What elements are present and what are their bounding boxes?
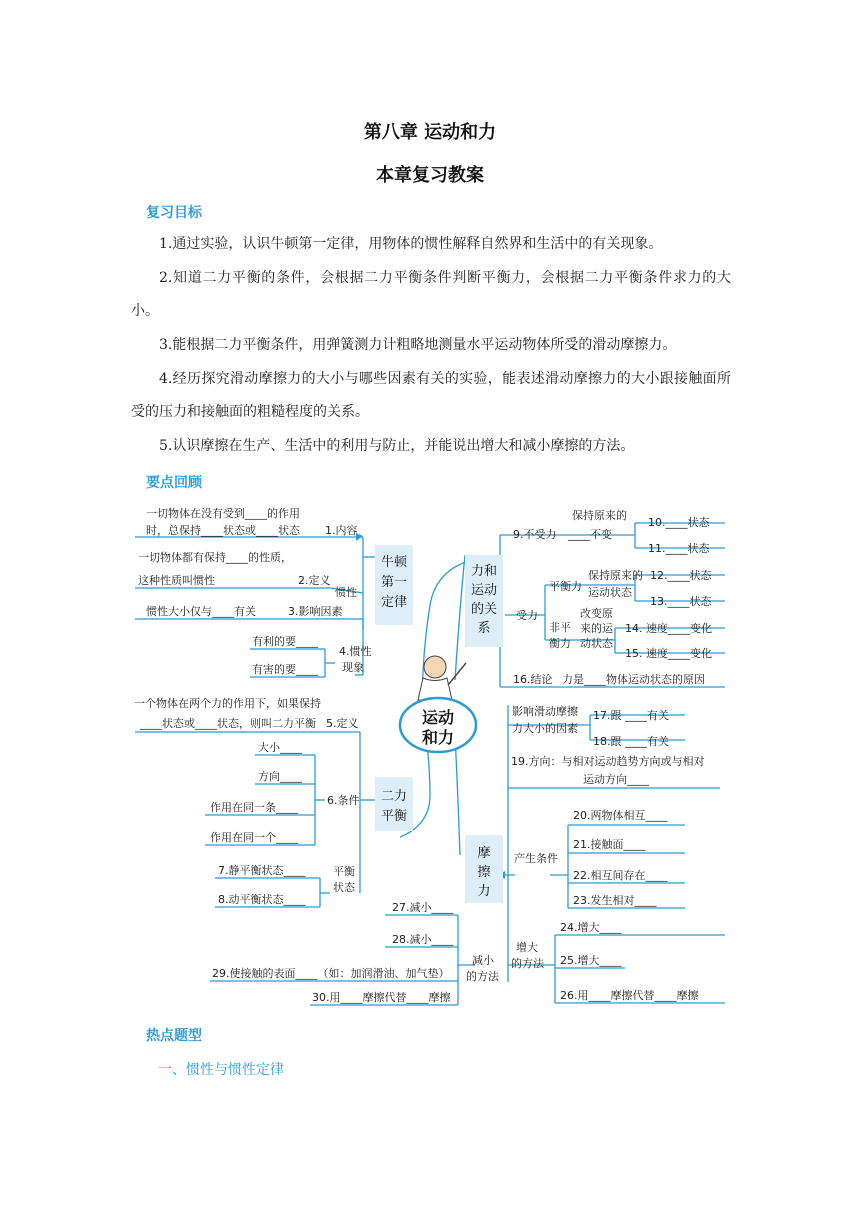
n3-text: 惯性大小仅与____有关 — [146, 605, 256, 618]
n9-label: 9.不受力 — [513, 528, 557, 541]
state-label-2: 状态 — [333, 881, 355, 894]
state-item-7: 7.静平衡状态____ — [218, 864, 306, 877]
n11-item: 11.____状态 — [648, 542, 710, 555]
goal-item-5: 5.认识摩擦在生产、生活中的利用与防止，并能说出增大和减小摩擦的方法。 — [159, 438, 635, 454]
n19-text-1: 19.方向：与相对运动趋势方向或与相对 — [511, 755, 705, 768]
n6-item-4: 作用在同一个____ — [210, 831, 298, 844]
cond-label: 产生条件 — [514, 852, 558, 865]
n9-text-2: ____不变 — [568, 528, 612, 541]
n10-item: 10.____状态 — [648, 516, 710, 529]
key-points-heading: 要点回顾 — [146, 475, 202, 491]
n1-label: 1.内容 — [325, 524, 358, 537]
n5-text-1: 一个物体在两个力的作用下，如果保持 — [134, 697, 321, 710]
n6-item-2: 方向____ — [258, 770, 302, 783]
balanced-label: 平衡力 — [549, 580, 582, 593]
teacher-illustration — [418, 656, 466, 700]
increase-label-1: 增大 — [516, 941, 538, 954]
n4-item-2: 有害的要____ — [252, 663, 318, 676]
n22-item: 22.相互间存在____ — [573, 869, 668, 882]
goal-item-3: 3.能根据二力平衡条件，用弹簧测力计粗略地测量水平运动物体所受的滑动摩擦力。 — [159, 337, 677, 353]
chapter-title: 第八章 运动和力 — [363, 122, 497, 143]
n25-item: 25.增大____ — [560, 954, 622, 967]
n4-label-2: 现象 — [342, 661, 364, 674]
friction-title-3: 力 — [477, 884, 491, 899]
hot-topics-heading: 热点题型 — [146, 1028, 202, 1044]
relation-title-2: 运动 — [470, 583, 498, 598]
n20-item: 20.两物体相互____ — [573, 809, 668, 822]
n5-text-2: ____状态或____状态，则叫二力平衡 — [140, 717, 316, 730]
n6-label: 6.条件 — [327, 794, 360, 807]
friction-title-2: 擦 — [477, 865, 491, 880]
hot-topic-1: 一、惯性与惯性定律 — [158, 1062, 284, 1078]
n18-item: 18.跟 ____有关 — [593, 735, 669, 748]
inertia-label: 惯性 — [335, 586, 357, 599]
unbalanced-text-3: 动状态 — [580, 637, 613, 650]
newton-title-2: 第一 — [380, 575, 408, 590]
decrease-label-1: 减小 — [472, 954, 494, 967]
review-goals-heading: 复习目标 — [146, 205, 202, 221]
n28-item: 28.减小____ — [392, 933, 454, 946]
concept-mindmap — [130, 495, 730, 1009]
state-label-1: 平衡 — [333, 865, 355, 878]
factor-label-2: 力大小的因素 — [512, 722, 578, 735]
state-item-8: 8.动平衡状态____ — [218, 893, 306, 906]
newton-title-1: 牛顿 — [380, 555, 408, 570]
n12-item: 12.____状态 — [650, 569, 712, 582]
n3-label: 3.影响因素 — [288, 605, 343, 618]
factor-label-1: 影响滑动摩擦 — [512, 705, 578, 718]
lesson-title: 本章复习教案 — [376, 165, 484, 186]
n5-label: 5.定义 — [326, 717, 359, 730]
n6-item-1: 大小____ — [258, 741, 302, 754]
n21-item: 21.接触面____ — [573, 838, 646, 851]
relation-title-4: 系 — [477, 621, 491, 636]
n19-text-2: 运动方向____ — [583, 773, 649, 786]
n16-text: 力是____物体运动状态的原因 — [562, 673, 705, 686]
increase-label-2: 的方法 — [511, 957, 544, 970]
inertia-text-2: 这种性质叫惯性 — [138, 574, 215, 587]
goal-item-2: 2.知道二力平衡的条件，会根据二力平衡条件判断平衡力，会根据二力平衡条件求力的大小。 — [131, 270, 731, 319]
n13-item: 13.____状态 — [650, 595, 712, 608]
balance-title-1: 二力 — [380, 789, 408, 804]
unbalanced-label-2: 衡力 — [549, 637, 571, 650]
goal-item-1: 1.通过实验，认识牛顿第一定律，用物体的惯性解释自然界和生活中的有关现象。 — [159, 236, 663, 252]
n23-item: 23.发生相对____ — [573, 894, 657, 907]
n17-item: 17.跟 ____有关 — [593, 709, 669, 722]
balanced-text-1: 保持原来的 — [588, 569, 643, 582]
goal-item-4: 4.经历探究滑动摩擦力的大小与哪些因素有关的实验，能表述滑动摩擦力的大小跟接触面所受的压力和接触面的粗糙程度的关系。 — [131, 371, 731, 420]
n4-item-1: 有利的要____ — [252, 635, 318, 648]
unbalanced-text-2: 来的运 — [580, 622, 613, 635]
unbalanced-label-1: 非平 — [549, 621, 571, 634]
n15-item: 15. 速度____变化 — [625, 647, 712, 660]
decrease-label-2: 的方法 — [466, 970, 499, 983]
balanced-text-2: 运动状态 — [588, 586, 632, 599]
unbalanced-text-1: 改变原 — [580, 607, 613, 620]
n16-label: 16.结论 — [513, 673, 553, 686]
balance-title-2: 平衡 — [380, 809, 408, 824]
relation-title-1: 力和 — [470, 564, 498, 579]
inertia-text-1: 一切物体都有保持____的性质， — [138, 551, 292, 564]
relation-title-3: 的关 — [470, 602, 498, 617]
n2-label: 2.定义 — [298, 574, 331, 587]
n24-item: 24.增大____ — [560, 921, 622, 934]
n9-text-1: 保持原来的 — [572, 509, 627, 522]
force-label: 受力 — [516, 609, 538, 622]
n14-item: 14. 速度____变化 — [625, 622, 712, 635]
n27-item: 27.减小____ — [392, 901, 454, 914]
n1-text-1: 一切物体在没有受到____的作用 — [146, 507, 300, 520]
newton-title-3: 定律 — [380, 595, 408, 610]
center-node-line-2: 和力 — [421, 728, 455, 747]
n4-label-1: 4.惯性 — [339, 645, 372, 658]
n6-item-3: 作用在同一条____ — [210, 801, 298, 814]
n29-item: 29.使接触的表面____（如：加润滑油、加气垫） — [212, 967, 450, 980]
n1-text-2: 时，总保持____状态或____状态 — [146, 524, 300, 537]
n26-item: 26.用____摩擦代替____摩擦 — [560, 989, 699, 1002]
center-node-line-1: 运动 — [421, 708, 455, 727]
friction-title-1: 摩 — [477, 846, 491, 861]
n30-item: 30.用____摩擦代替____摩擦 — [312, 991, 451, 1004]
